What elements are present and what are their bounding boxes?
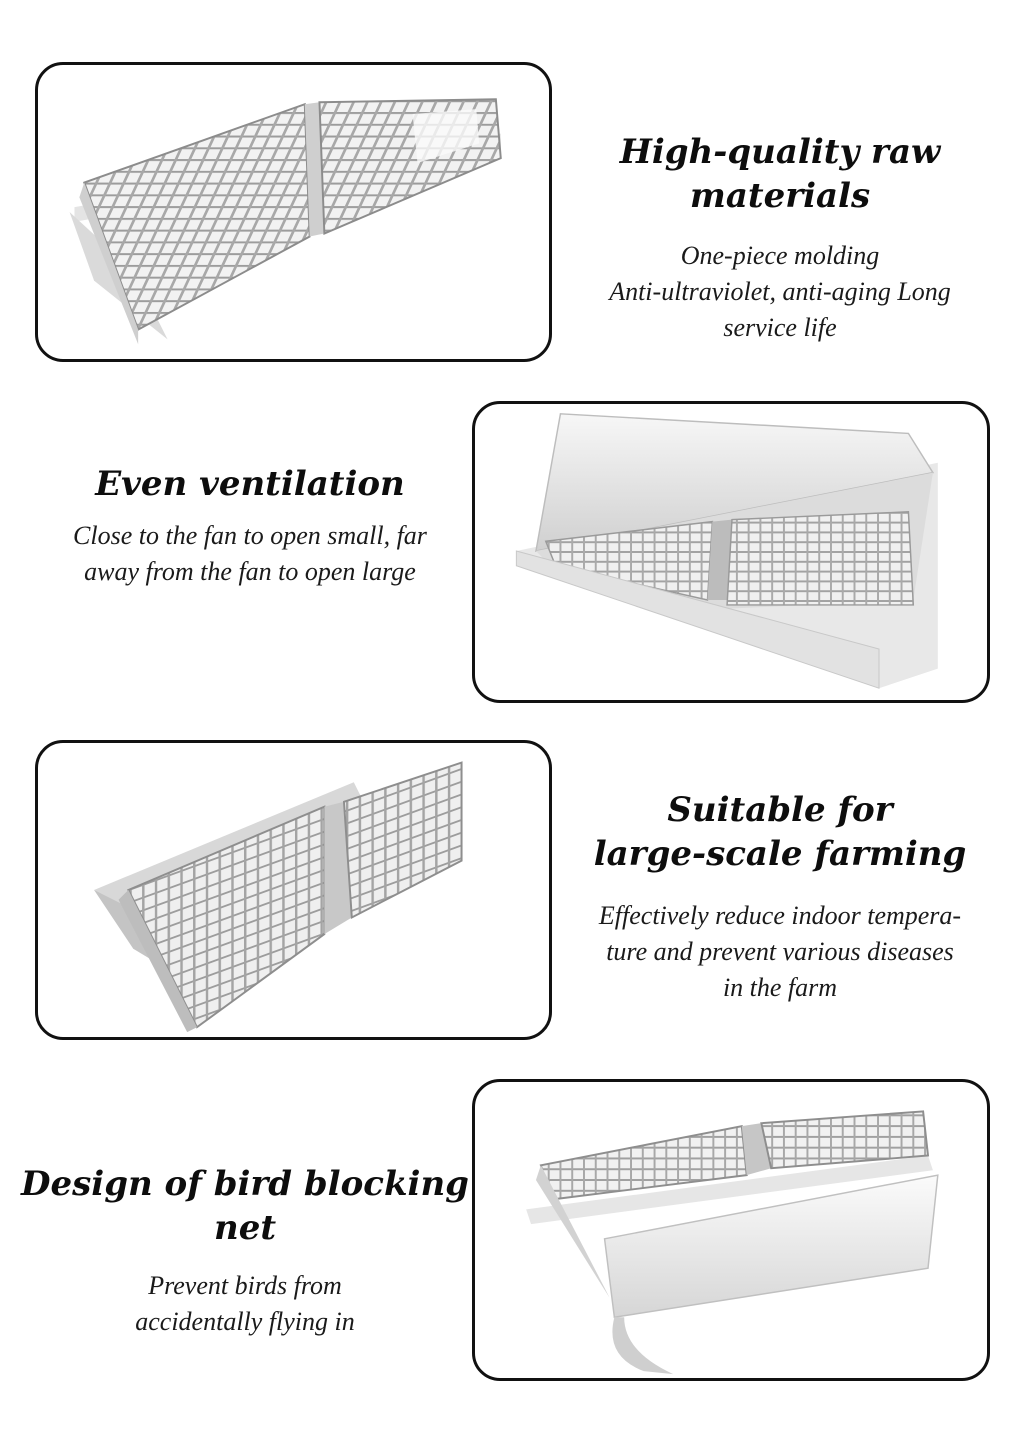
section-2-text [30,462,470,590]
angled-vent-image [38,743,549,1037]
section-1-line: One-piece molding [680,241,880,270]
section-2-title: Even ventilation [95,464,405,504]
section-4-description [20,1268,470,1340]
section-3-title [560,788,1000,876]
product-image-card-3 [35,740,552,1040]
section-3-title-line: Suitable for [667,790,893,830]
section-2-line: Close to the fan to open small, far [73,521,427,550]
section-1-text [560,130,1000,346]
bird-net-vent-image [475,1082,987,1378]
section-1-description [560,238,1000,346]
section-3-description [560,898,1000,1006]
section-4-line: Prevent birds from [148,1271,342,1300]
section-3-line: Effectively reduce indoor tempera- [598,901,962,930]
section-1-line: service life [723,313,837,342]
product-image-card-2 [472,401,990,703]
section-1-title: High-quality raw materials [619,132,941,216]
section-3-title-line: large-scale farming [593,834,967,874]
product-image-card-4 [472,1079,990,1381]
grille-vent-image [38,65,549,359]
section-4-title: Design of bird blocking net [21,1164,469,1248]
section-3-text [560,788,1000,1006]
section-3-line: in the farm [722,973,838,1002]
section-3-line: ture and prevent various diseases [606,937,954,966]
section-1-line: Anti-ultraviolet, anti-aging Long [609,277,951,306]
open-flap-vent-image [475,404,987,700]
section-4-line: accidentally flying in [135,1307,355,1336]
product-image-card-1 [35,62,552,362]
section-2-line: away from the fan to open large [84,557,416,586]
section-2-description [30,518,470,590]
section-4-text [20,1162,470,1340]
